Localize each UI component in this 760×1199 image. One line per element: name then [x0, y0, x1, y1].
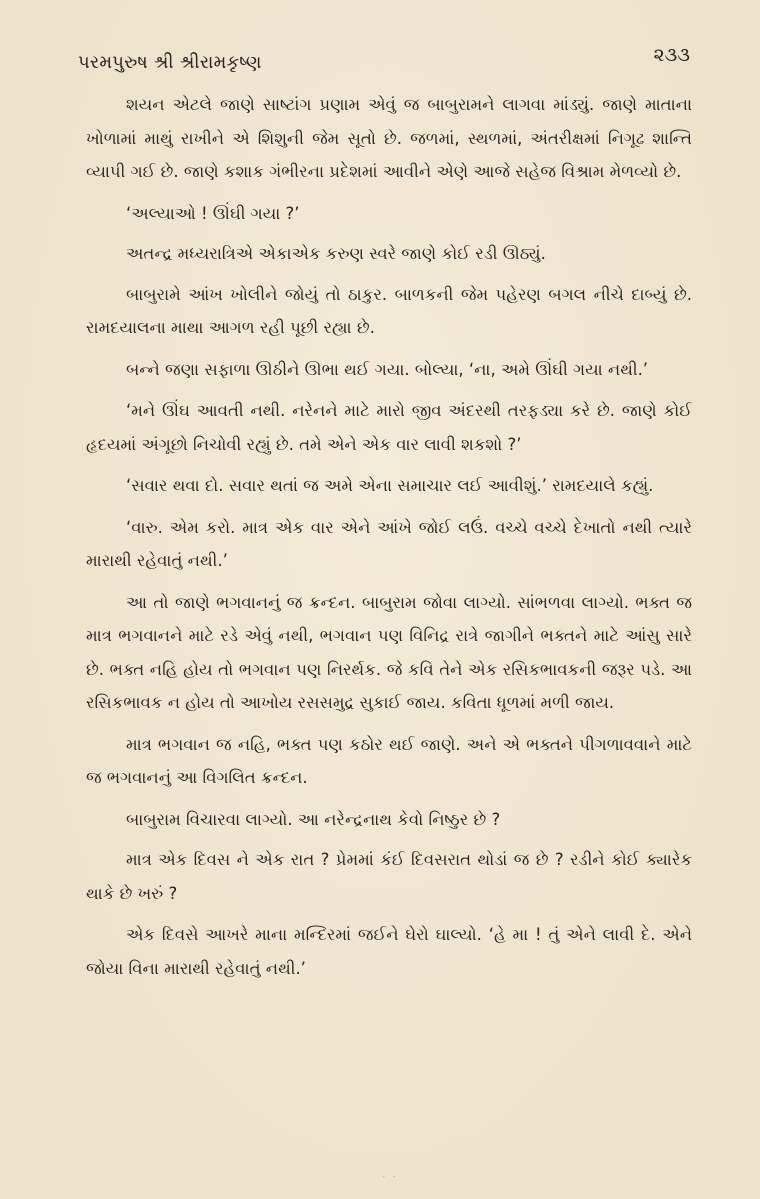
paragraph: ‘વારુ. એમ કરો. માત્ર એક વાર એને આંખે જોઈ લઉં. વચ્ચે વચ્ચે દેખાતો નથી ત્યારે મારાથી રહેવાતું નથી.’: [86, 517, 692, 570]
paragraph: ‘મને ઊંઘ આવતી નથી. નરેનને માટે મારો જીવ અંદરથી તરફડ્યા કરે છે. જાણે કોઈ હૃદયમાં અંગૂછો નિચોવી રહ્યું છે. તમે એને એક વાર લાવી શકશો ?’: [86, 401, 692, 454]
paragraph: માત્ર એક દિવસ ને એક રાત ? પ્રેમમાં કંઈ દિવસરાત થોડાં જ છે ? રડીને કોઈ ક્યારેક થાકે છે ખરું ?: [86, 850, 692, 903]
paragraph: ‘અલ્યાઓ ! ઊંઘી ગયા ?’: [126, 203, 300, 223]
body-text: [86, 88, 692, 993]
page-header: [78, 44, 690, 78]
paragraph: ‘સવાર થવા દો. સવાર થતાં જ અમે એના સમાચાર લઈ આવીશું.’ રામદયાલે કહ્યું.: [126, 476, 654, 495]
paragraph: શયન એટલે જાણે સાષ્ટાંગ પ્રણામ એવું જ બાબુરામને લાગવા માંડ્યું. જાણે માતાના ખોળામાં માથું રાખીને એ શિશુની જેમ સૂતો છે. જળમાં, સ્થળમાં, અંતરીક્ષમાં નિગૂઢ શાન્તિ વ્યાપી ગઈ છે. જાણે કશાક ગંભીરના પ્રદેશમાં આવીને એણે આજે સહેજ વિશ્રામ મેળવ્યો છે.: [86, 95, 692, 181]
page-number: ૨૩૩: [653, 44, 690, 66]
paragraph: અતન્દ્ર મધ્યરાત્રિએ એકાએક કરુણ સ્વરે જાણે કોઈ રડી ઊઠ્યું.: [126, 244, 546, 263]
decorative-smudge: · ·: [382, 1172, 398, 1183]
running-head: પરમપુરુષ શ્રી શ્રીરામકૃષ્ણ: [78, 52, 262, 73]
paragraph: આ તો જાણે ભગવાનનું જ ક્રન્દન. બાબુરામ જોવા લાગ્યો. સાંભળવા લાગ્યો. ભક્ત જ માત્ર ભગવાનને માટે રડે એવું નથી, ભગવાન પણ વિનિદ્ર રાત્રે જાગીને ભક્તને માટે આંસુ સારે છે. ભક્ત નહિ હોય તો ભગવાન પણ નિરર્થક. જે કવિ તેને એક રસિકભાવકની જરૂર પડે. આ રસિકભાવક ન હોય તો આખોય રસસમુદ્ર સુકાઈ જાય. કવિતા ધૂળમાં મળી જાય.: [86, 592, 692, 712]
paragraph: માત્ર ભગવાન જ નહિ, ભક્ત પણ કઠોર થઈ જાણે. અને એ ભક્તને પીગળાવવાને માટે જ ભગવાનનું આ વિગલિત ક્રન્દન.: [86, 734, 692, 787]
paragraph: બાબુરામ વિચારવા લાગ્યો. આ નરેન્દ્રનાથ કેવો નિષ્ઠુર છે ?: [126, 809, 501, 829]
paragraph: બાબુરામે આંખ ખોલીને જોયું તો ઠાકુર. બાળકની જેમ પહેરણ બગલ નીચે દાબ્યું છે. રામદયાલના માથા આગળ રહી પૂછી રહ્યા છે.: [86, 284, 692, 337]
paragraph: એક દિવસે આખરે માના મન્દિરમાં જઈને ઘેરો ઘાલ્યો. ‘હે મા ! તું એને લાવી દે. એને જોયા વિના મારાથી રહેવાતું નથી.’: [86, 925, 692, 978]
paragraph: બન્ને જણા સફાળા ઊઠીને ઊભા થઈ ગયા. બોલ્યા, ‘ના, અમે ઊંઘી ગયા નથી.’: [126, 359, 649, 379]
